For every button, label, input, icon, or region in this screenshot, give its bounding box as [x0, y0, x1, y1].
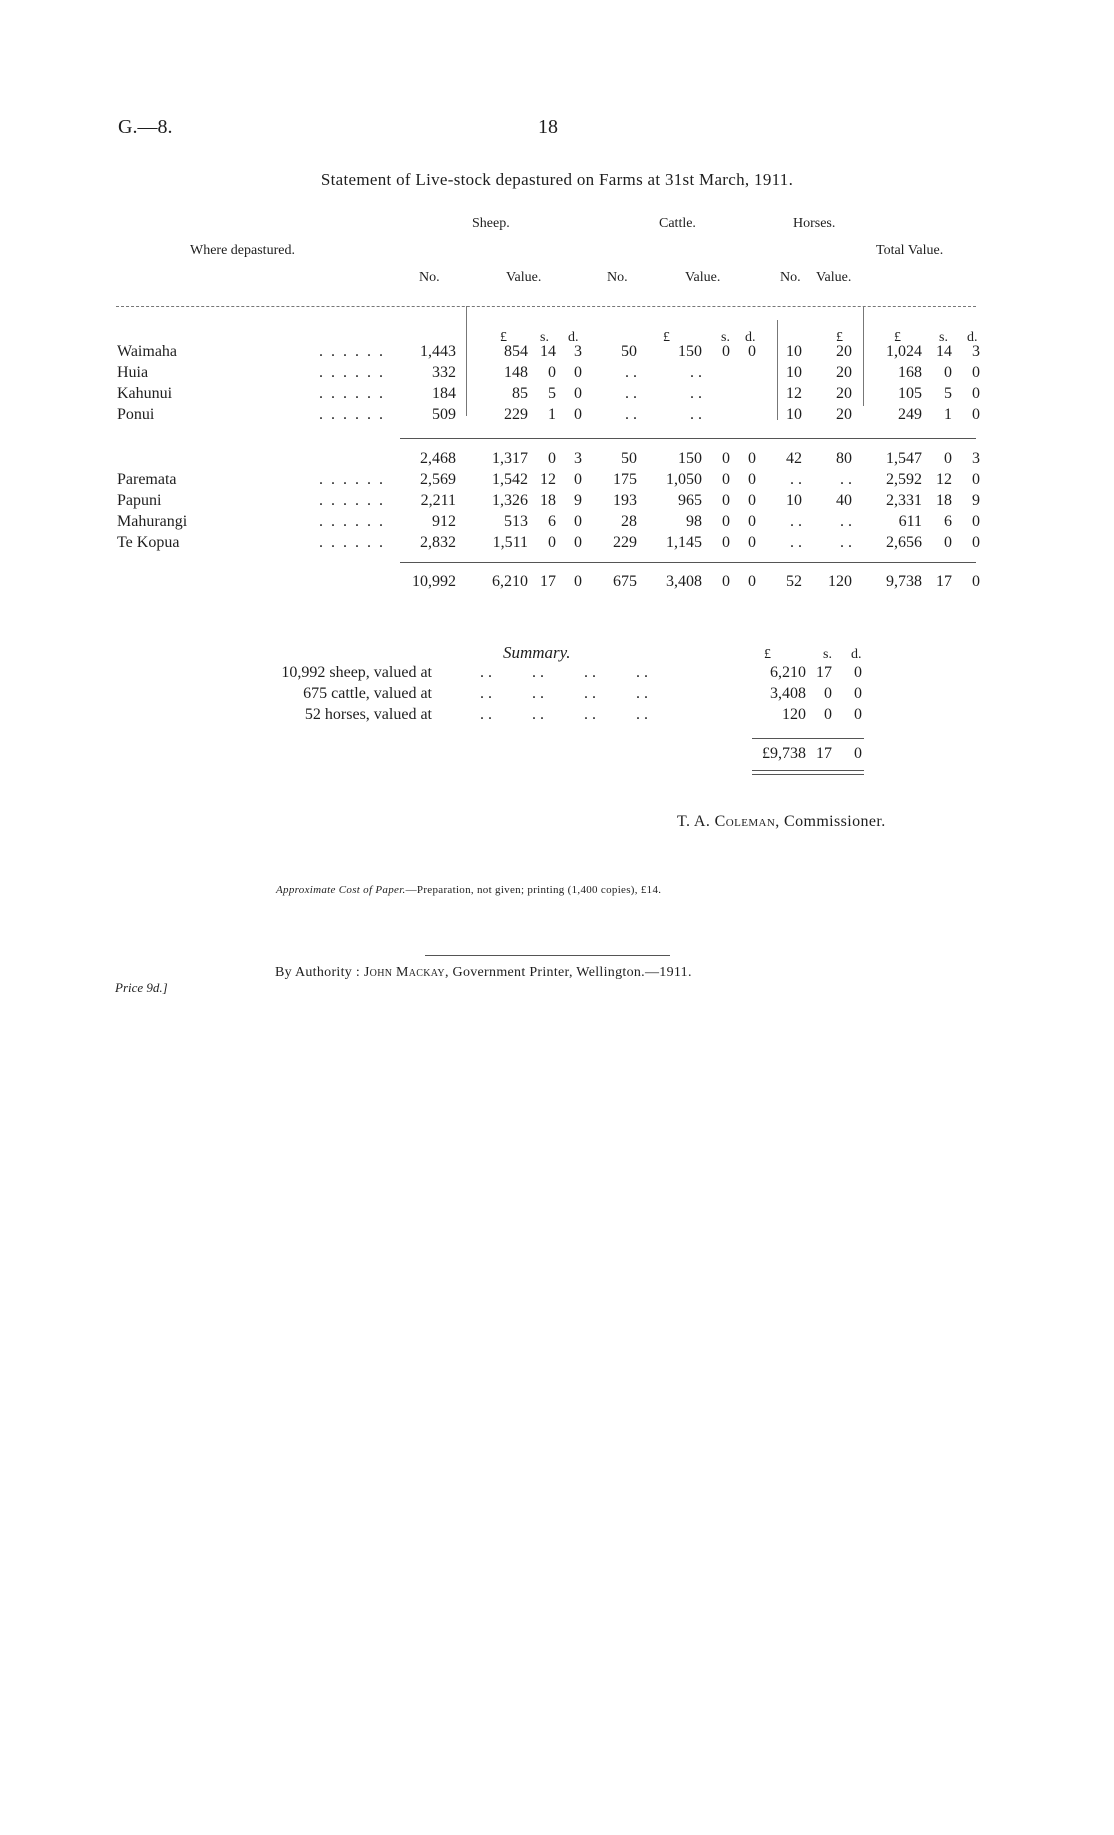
cell-sheep-s: 1 — [548, 406, 556, 423]
cell-sheep-no: 2,468 — [420, 450, 456, 467]
authority-line — [275, 965, 692, 981]
cell-horse-v: . . — [840, 471, 852, 488]
summary-label: 675 cattle, valued at — [303, 685, 432, 702]
cell-cattle-no: 193 — [613, 492, 637, 509]
cell-horse-no: 10 — [786, 492, 802, 509]
cell-sheep-l: 854 — [504, 343, 528, 360]
summary-value-l: 120 — [782, 706, 806, 723]
cell-sheep-s: 14 — [540, 343, 556, 360]
cell-cattle-d: 0 — [748, 343, 756, 360]
cell-horse-no: 42 — [786, 450, 802, 467]
cell-cattle-l: 1,145 — [666, 534, 702, 551]
cell-sheep-l: 513 — [504, 513, 528, 530]
cell-total-l: 2,331 — [886, 492, 922, 509]
cell-sheep-d: 0 — [574, 406, 582, 423]
cell-horse-v: 120 — [828, 573, 852, 590]
summary-double-rule-2 — [752, 774, 864, 775]
cell-cattle-d: 0 — [748, 513, 756, 530]
summary-value-s: 0 — [824, 706, 832, 723]
cell-sheep-d: 0 — [574, 471, 582, 488]
cell-sheep-d: 3 — [574, 450, 582, 467]
cell-total-d: 3 — [972, 343, 980, 360]
cell-sheep-l: 1,542 — [492, 471, 528, 488]
subtotal-rule — [400, 438, 976, 439]
cell-horse-v: 40 — [836, 492, 852, 509]
header-where-depastured: Where depastured. — [190, 243, 295, 258]
cost-footnote-text: —Preparation, not given; printing (1,400 copies), £14. — [405, 884, 662, 896]
cell-cattle-no: 50 — [621, 343, 637, 360]
row-location-name: Paremata — [117, 471, 177, 488]
header-sheep-no: No. — [419, 270, 440, 285]
cell-cattle-s: 0 — [722, 450, 730, 467]
cell-sheep-no: 912 — [432, 513, 456, 530]
cell-total-d: 0 — [972, 471, 980, 488]
cell-sheep-d: 3 — [574, 343, 582, 360]
cell-total-s: 1 — [944, 406, 952, 423]
cell-cattle-d: 0 — [748, 450, 756, 467]
summary-label: 52 horses, valued at — [304, 706, 432, 723]
cell-cattle-l: 3,408 — [666, 573, 702, 590]
summary-total-shillings: 17 — [816, 745, 832, 762]
cell-sheep-no: 509 — [432, 406, 456, 423]
cell-sheep-no: 2,211 — [420, 492, 456, 509]
cell-total-d: 0 — [972, 513, 980, 530]
cell-horse-v: 20 — [836, 385, 852, 402]
printer-name: John Mackay — [363, 965, 445, 980]
cell-horse-v: 20 — [836, 364, 852, 381]
cell-horse-v: . . — [840, 513, 852, 530]
cell-cattle-l: . . — [690, 364, 702, 381]
cattle-pound-symbol: £ — [663, 330, 670, 345]
cell-cattle-s: 0 — [722, 471, 730, 488]
row-leader-dots: . . . . . . — [319, 492, 385, 509]
header-total-value: Total Value. — [876, 243, 944, 258]
authority-rule — [425, 955, 670, 956]
cost-footnote — [276, 884, 661, 896]
cell-cattle-no: 229 — [613, 534, 637, 551]
cell-sheep-l: 148 — [504, 364, 528, 381]
cost-footnote-label: Approximate Cost of Paper. — [276, 884, 406, 896]
cell-horse-no: . . — [790, 471, 802, 488]
summary-value-d: 0 — [854, 706, 862, 723]
cell-sheep-s: 18 — [540, 492, 556, 509]
signature-name: Coleman — [714, 813, 776, 830]
cell-cattle-l: 965 — [678, 492, 702, 509]
cell-total-l: 249 — [898, 406, 922, 423]
row-leader-dots: . . . . . . — [319, 343, 385, 360]
cell-cattle-no: 50 — [621, 450, 637, 467]
cell-total-s: 6 — [944, 513, 952, 530]
summary-pence-symbol: d. — [851, 647, 862, 662]
cell-sheep-s: 17 — [540, 573, 556, 590]
cell-sheep-s: 12 — [540, 471, 556, 488]
cell-cattle-s: 0 — [722, 573, 730, 590]
row-leader-dots: . . . . . . — [319, 406, 385, 423]
summary-total-pence: 0 — [854, 745, 862, 762]
cell-cattle-d: 0 — [748, 492, 756, 509]
summary-value-d: 0 — [854, 664, 862, 681]
cell-sheep-no: 2,569 — [420, 471, 456, 488]
header-sheep: Sheep. — [472, 216, 510, 231]
sheep-pence-symbol: d. — [568, 330, 579, 345]
cell-cattle-l: 1,050 — [666, 471, 702, 488]
cell-sheep-no: 1,443 — [420, 343, 456, 360]
cell-cattle-s: 0 — [722, 343, 730, 360]
cell-cattle-l: . . — [690, 385, 702, 402]
header-rule — [116, 306, 976, 307]
summary-double-rule-1 — [752, 770, 864, 771]
cell-sheep-no: 332 — [432, 364, 456, 381]
cell-horse-no: 52 — [786, 573, 802, 590]
cell-sheep-l: 85 — [512, 385, 528, 402]
summary-leader-dots: . . . . . . . . — [480, 706, 648, 723]
cell-total-d: 0 — [972, 534, 980, 551]
header-sheep-value: Value. — [506, 270, 542, 285]
cell-sheep-l: 6,210 — [492, 573, 528, 590]
header-cattle-value: Value. — [685, 270, 721, 285]
cell-sheep-s: 0 — [548, 534, 556, 551]
cell-sheep-no: 10,992 — [412, 573, 456, 590]
row-location-name: Ponui — [117, 406, 155, 423]
cell-total-s: 5 — [944, 385, 952, 402]
cell-sheep-s: 0 — [548, 364, 556, 381]
cell-total-s: 0 — [944, 450, 952, 467]
row-leader-dots: . . . . . . — [319, 385, 385, 402]
table-title: Statement of Live-stock depastured on Farms at 31st March, 1911. — [320, 170, 794, 189]
cell-total-d: 3 — [972, 450, 980, 467]
header-cattle-no: No. — [607, 270, 628, 285]
cell-cattle-d: 0 — [748, 471, 756, 488]
cell-cattle-l: 150 — [678, 343, 702, 360]
cell-horse-no: . . — [790, 513, 802, 530]
summary-label: 10,992 sheep, valued at — [281, 664, 432, 681]
cell-sheep-d: 0 — [574, 534, 582, 551]
cell-cattle-no: 675 — [613, 573, 637, 590]
cell-sheep-l: 1,511 — [492, 534, 528, 551]
row-location-name: Papuni — [117, 492, 162, 509]
cell-horse-no: 10 — [786, 343, 802, 360]
summary-value-s: 17 — [816, 664, 832, 681]
column-divider — [466, 306, 467, 416]
summary-total-pounds: £9,738 — [762, 745, 806, 762]
cell-cattle-no: . . — [625, 385, 637, 402]
cell-total-d: 0 — [972, 406, 980, 423]
cell-cattle-no: 175 — [613, 471, 637, 488]
page-number: 18 — [538, 116, 558, 138]
summary-value-l: 3,408 — [770, 685, 806, 702]
cell-total-l: 1,024 — [886, 343, 922, 360]
total-shilling-symbol: s. — [939, 330, 948, 345]
cell-total-s: 12 — [936, 471, 952, 488]
header-horses: Horses. — [793, 216, 836, 231]
summary-leader-dots: . . . . . . . . — [480, 685, 648, 702]
grand-total-rule — [400, 562, 976, 563]
header-cattle: Cattle. — [659, 216, 696, 231]
cell-total-l: 168 — [898, 364, 922, 381]
cell-sheep-no: 184 — [432, 385, 456, 402]
price-label: Price 9d.] — [115, 980, 168, 995]
summary-total-rule — [752, 738, 864, 739]
horses-pound-symbol: £ — [836, 330, 843, 345]
summary-shilling-symbol: s. — [823, 647, 832, 662]
summary-value-l: 6,210 — [770, 664, 806, 681]
signature-title: , Commissioner. — [775, 813, 886, 830]
sheep-pound-symbol: £ — [500, 330, 507, 345]
cell-horse-no: 10 — [786, 364, 802, 381]
cell-sheep-l: 1,326 — [492, 492, 528, 509]
cell-sheep-d: 0 — [574, 573, 582, 590]
cell-total-d: 0 — [972, 385, 980, 402]
signature-initials: T. A. — [677, 813, 711, 830]
summary-leader-dots: . . . . . . . . — [480, 664, 648, 681]
summary-value-d: 0 — [854, 685, 862, 702]
cell-horse-no: 10 — [786, 406, 802, 423]
cattle-pence-symbol: d. — [745, 330, 756, 345]
cell-total-d: 0 — [972, 573, 980, 590]
row-location-name: Mahurangi — [117, 513, 188, 530]
cell-sheep-s: 6 — [548, 513, 556, 530]
cell-total-l: 611 — [898, 513, 922, 530]
cell-sheep-s: 0 — [548, 450, 556, 467]
cell-cattle-s: 0 — [722, 492, 730, 509]
row-leader-dots: . . . . . . — [319, 513, 385, 530]
row-location-name: Waimaha — [117, 343, 178, 360]
cell-total-l: 9,738 — [886, 573, 922, 590]
row-leader-dots: . . . . . . — [319, 534, 385, 551]
total-pound-symbol: £ — [894, 330, 901, 345]
cell-sheep-l: 1,317 — [492, 450, 528, 467]
row-location-name: Te Kopua — [117, 534, 180, 551]
row-leader-dots: . . . . . . — [319, 471, 385, 488]
cell-total-s: 0 — [944, 364, 952, 381]
cell-total-s: 14 — [936, 343, 952, 360]
cell-sheep-d: 9 — [574, 492, 582, 509]
signature — [677, 813, 886, 831]
summary-value-s: 0 — [824, 685, 832, 702]
row-leader-dots: . . . . . . — [319, 364, 385, 381]
cell-total-l: 1,547 — [886, 450, 922, 467]
cell-cattle-d: 0 — [748, 534, 756, 551]
cell-sheep-no: 2,832 — [420, 534, 456, 551]
cell-cattle-l: . . — [690, 406, 702, 423]
cell-horse-v: 80 — [836, 450, 852, 467]
cell-sheep-d: 0 — [574, 513, 582, 530]
cell-horse-v: 20 — [836, 406, 852, 423]
cell-cattle-no: 28 — [621, 513, 637, 530]
cell-sheep-d: 0 — [574, 385, 582, 402]
sheep-shilling-symbol: s. — [540, 330, 549, 345]
cell-sheep-l: 229 — [504, 406, 528, 423]
cell-cattle-no: . . — [625, 406, 637, 423]
document-reference: G.—8. — [118, 116, 173, 138]
cell-cattle-no: . . — [625, 364, 637, 381]
cell-horse-no: 12 — [786, 385, 802, 402]
cell-total-l: 105 — [898, 385, 922, 402]
header-horses-value: Value. — [816, 270, 852, 285]
row-location-name: Huia — [117, 364, 149, 381]
cell-sheep-s: 5 — [548, 385, 556, 402]
cell-total-s: 18 — [936, 492, 952, 509]
cell-horse-no: . . — [790, 534, 802, 551]
cell-total-s: 0 — [944, 534, 952, 551]
cell-total-l: 2,592 — [886, 471, 922, 488]
cell-cattle-s: 0 — [722, 513, 730, 530]
cell-horse-v: 20 — [836, 343, 852, 360]
summary-title: Summary. — [503, 643, 571, 662]
cell-sheep-d: 0 — [574, 364, 582, 381]
row-location-name: Kahunui — [117, 385, 173, 402]
authority-suffix: , Government Printer, Wellington.—1911. — [444, 965, 692, 980]
total-pence-symbol: d. — [967, 330, 978, 345]
cell-total-l: 2,656 — [886, 534, 922, 551]
cell-cattle-l: 150 — [678, 450, 702, 467]
cattle-shilling-symbol: s. — [721, 330, 730, 345]
summary-pound-symbol: £ — [764, 647, 771, 662]
header-horses-no: No. — [780, 270, 801, 285]
cell-total-d: 0 — [972, 364, 980, 381]
cell-total-d: 9 — [972, 492, 980, 509]
authority-prefix: By Authority : — [275, 965, 361, 980]
cell-cattle-l: 98 — [686, 513, 702, 530]
cell-horse-v: . . — [840, 534, 852, 551]
cell-total-s: 17 — [936, 573, 952, 590]
cell-cattle-s: 0 — [722, 534, 730, 551]
cell-cattle-d: 0 — [748, 573, 756, 590]
